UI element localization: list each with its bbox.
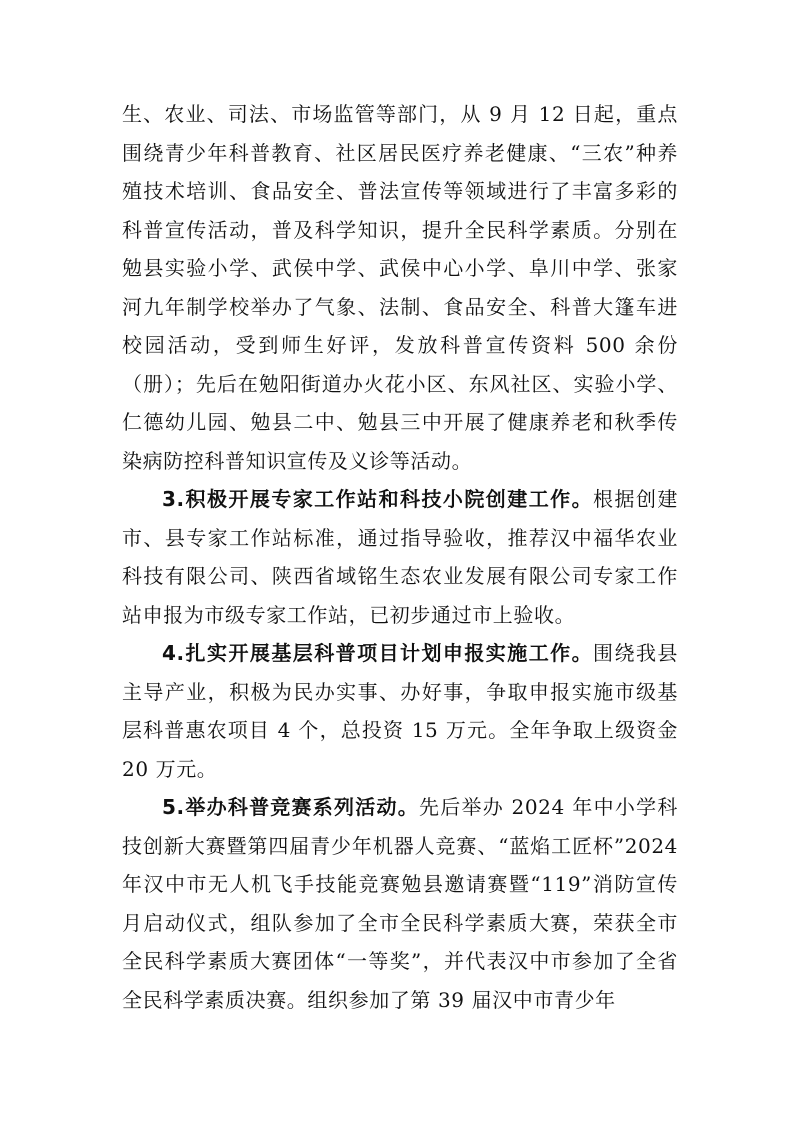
paragraph-text: 生、农业、司法、市场监管等部门，从 9 月 12 日起，重点围绕青少年科普教育、社区居民医疗养老健康、“三农”种养殖技术培训、食品安全、普法宣传等领域进行了丰富多彩的科普宣传活动，普及科学知识，提升全民科学素质。分别在勉县实验小学、武侯中学、武侯中心小学、阜川中学、张家河九年制学校举办了气象、法制、食品安全、科普大篷车进校园活动，受到师生好评，发放科普宣传资料 500 余份（册）；先后在勉阳街道办火花小区、东风社区、实验小学、仁德幼儿园、勉县二中、勉县三中开展了健康养老和秋季传染病防控科普知识宣传及义诊等活动。 — [122, 102, 678, 473]
paragraph-expert-station — [122, 480, 678, 634]
paragraph-continuation — [122, 95, 678, 480]
paragraph-text: 根据创建市、县专家工作站标准，通过指导验收，推荐汉中福华农业科技有限公司、陕西省域铭生态农业发展有限公司专家工作站申报为市级专家工作站，已初步通过市上验收。 — [122, 487, 678, 627]
document-body — [122, 95, 678, 1019]
paragraph-heading: 5.举办科普竞赛系列活动。 — [162, 795, 419, 819]
paragraph-text: 围绕我县主导产业，积极为民办实事、办好事，争取申报实施市级基层科普惠农项目 4 个，总投资 15 万元。全年争取上级资金 20 万元。 — [122, 641, 678, 781]
paragraph-grassroots-project — [122, 634, 678, 788]
paragraph-text: 先后举办 2024 年中小学科技创新大赛暨第四届青少年机器人竞赛、“蓝焰工匠杯”2024 年汉中市无人机飞手技能竞赛勉县邀请赛暨“119”消防宣传月启动仪式，组队参加了全市全民科学素质大赛，荣获全市全民科学素质大赛团体“一等奖”，并代表汉中市参加了全省全民科学素质决赛。组织参加了第 39 届汉中市青少年 — [122, 795, 678, 1012]
paragraph-competitions — [122, 788, 678, 1019]
paragraph-heading: 3.积极开展专家工作站和科技小院创建工作。 — [162, 487, 594, 511]
paragraph-heading: 4.扎实开展基层科普项目计划申报实施工作。 — [162, 641, 594, 665]
